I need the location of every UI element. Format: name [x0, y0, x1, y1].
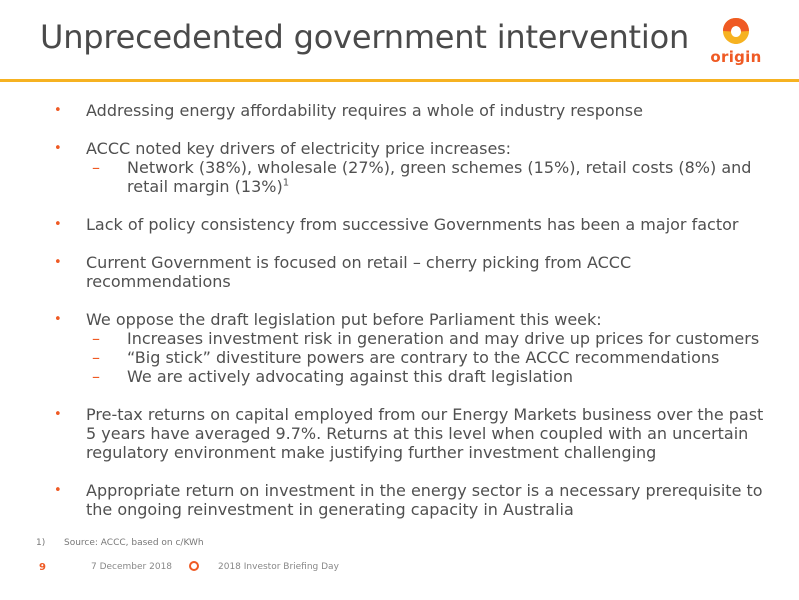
bullet-item [52, 405, 772, 462]
bullet-text: We oppose the draft legislation put before Parliament this week: [86, 310, 602, 329]
bullet-text: Addressing energy affordability requires a whole of industry response [86, 101, 643, 120]
bullet-text: ACCC noted key drivers of electricity price increases: [86, 139, 512, 158]
sub-bullet-text: Network (38%), wholesale (27%), green schemes (15%), retail costs (8%) and retail margin (13%) [127, 158, 752, 196]
sub-bullet-list [86, 158, 772, 196]
sub-bullet-text: “Big stick” divestiture powers are contrary to the ACCC recommendations [127, 348, 720, 367]
page-number: 9 [39, 562, 46, 573]
logo-wordmark: origin [710, 48, 762, 66]
footer-event-name: 2018 Investor Briefing Day [218, 562, 339, 572]
slide-footer [0, 560, 799, 576]
title-divider [0, 79, 799, 82]
footnote [36, 538, 204, 548]
sub-bullet-item [86, 158, 772, 196]
origin-logo [708, 14, 764, 70]
sub-bullet-item [86, 329, 772, 348]
sub-bullet-item [86, 367, 772, 386]
footnote-number: 1) [36, 538, 46, 548]
bullet-text: Current Government is focused on retail – cherry picking from ACCC recommendations [86, 253, 632, 291]
bullet-item [52, 215, 772, 234]
sub-bullet-list [86, 329, 772, 386]
bullet-item [52, 139, 772, 196]
sub-bullet-item [86, 348, 772, 367]
bullet-item [52, 481, 772, 519]
footer-date: 7 December 2018 [91, 562, 173, 572]
footnote-marker: 1 [282, 177, 290, 189]
bullet-text: Appropriate return on investment in the energy sector is a necessary prerequisite to the ongoing reinvestment in generating capacity in Australia [86, 481, 763, 519]
bullet-item [52, 253, 772, 291]
origin-logo-icon [708, 14, 764, 48]
bullet-text: Pre-tax returns on capital employed from our Energy Markets business over the past 5 years have averaged 9.7%. Returns at this level when coupled with an uncertain regulatory environment make justifying further investment challenging [86, 405, 764, 462]
sub-bullet-text: Increases investment risk in generation and may drive up prices for customers [127, 329, 760, 348]
ring-icon [189, 561, 199, 571]
bullet-list [52, 101, 772, 538]
sub-bullet-text: We are actively advocating against this draft legislation [127, 367, 574, 386]
bullet-text: Lack of policy consistency from successive Governments has been a major factor [86, 215, 739, 234]
bullet-item [52, 310, 772, 386]
slide-title: Unprecedented government intervention [40, 18, 690, 56]
footnote-text: Source: ACCC, based on c/KWh [64, 538, 204, 548]
bullet-item [52, 101, 772, 120]
